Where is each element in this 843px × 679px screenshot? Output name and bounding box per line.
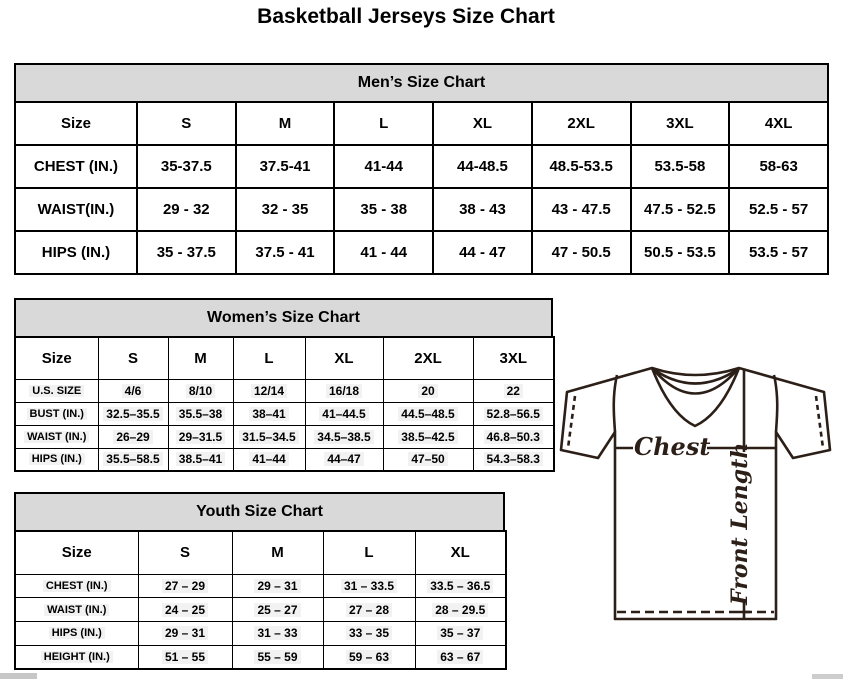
row-label-cell: CHEST (IN.) [15,145,137,188]
mens-chart-title: Men’s Size Chart [14,63,829,103]
value-cell: 37.5-41 [236,145,335,188]
column-header-cell: L [233,337,305,379]
column-header-cell: XL [415,531,506,574]
youth-size-table [14,530,507,670]
table-row [15,448,554,471]
page-title: Basketball Jerseys Size Chart [257,5,555,28]
column-header-cell: XL [433,102,532,145]
column-header-cell: 2XL [383,337,473,379]
table-row [15,574,506,598]
value-cell: 38.5–41 [168,448,233,471]
value-cell: 38.5–42.5 [383,425,473,448]
value-cell: 24 – 25 [138,598,232,622]
column-header-cell: XL [305,337,383,379]
value-cell: 35.5–58.5 [98,448,168,471]
row-label-cell: BUST (IN.) [15,402,98,425]
value-cell: 37.5 - 41 [236,231,335,274]
column-header-cell: L [334,102,433,145]
value-cell: 59 – 63 [323,645,415,669]
jersey-diagram [558,362,842,630]
row-label-cell: WAIST (IN.) [15,598,138,622]
value-cell: 44.5–48.5 [383,402,473,425]
value-cell: 35 - 38 [334,188,433,231]
value-cell: 35.5–38 [168,402,233,425]
value-cell: 27 – 29 [138,574,232,598]
value-cell: 22 [473,379,554,402]
womens-size-chart-section [14,298,553,472]
value-cell: 41–44.5 [305,402,383,425]
horizontal-scrollbar-thumb-right[interactable] [812,674,843,679]
value-cell: 54.3–58.3 [473,448,554,471]
value-cell: 4/6 [98,379,168,402]
row-label-cell: WAIST(IN.) [15,188,137,231]
column-header-cell: S [137,102,236,145]
value-cell: 32.5–35.5 [98,402,168,425]
cuff-dash-left [568,396,575,448]
value-cell: 52.5 - 57 [729,188,828,231]
row-label-cell: U.S. SIZE [15,379,98,402]
table-row [15,598,506,622]
value-cell: 58-63 [729,145,828,188]
table-header-row [15,102,828,145]
front-length-measure-label: Front Length [727,442,753,605]
value-cell: 63 – 67 [415,645,506,669]
value-cell: 29–31.5 [168,425,233,448]
column-header-cell: L [323,531,415,574]
column-header-cell: S [98,337,168,379]
armhole-seam-left [614,375,617,432]
column-header-cell: 4XL [729,102,828,145]
value-cell: 31 – 33 [232,622,323,646]
value-cell: 29 – 31 [138,622,232,646]
cuff-dash-right [816,396,823,448]
value-cell: 44–47 [305,448,383,471]
column-header-cell: M [168,337,233,379]
column-header-cell: 3XL [631,102,730,145]
value-cell: 33 – 35 [323,622,415,646]
column-header-cell: M [232,531,323,574]
womens-size-table [14,336,555,472]
column-header-cell: 2XL [532,102,631,145]
value-cell: 55 – 59 [232,645,323,669]
table-row [15,379,554,402]
row-label-cell: HIPS (IN.) [15,231,137,274]
table-header-row [15,531,506,574]
value-cell: 25 – 27 [232,598,323,622]
value-cell: 38–41 [233,402,305,425]
value-cell: 52.8–56.5 [473,402,554,425]
column-header-cell: Size [15,337,98,379]
value-cell: 41 - 44 [334,231,433,274]
youth-size-chart-section [14,492,505,670]
value-cell: 48.5-53.5 [532,145,631,188]
womens-chart-title: Women’s Size Chart [14,298,553,338]
row-label-cell: HEIGHT (IN.) [15,645,138,669]
mens-size-table [14,101,829,275]
value-cell: 53.5-58 [631,145,730,188]
column-header-cell: S [138,531,232,574]
value-cell: 32 - 35 [236,188,335,231]
column-header-cell: 3XL [473,337,554,379]
jersey-outline [561,368,830,619]
table-row [15,425,554,448]
value-cell: 47.5 - 52.5 [631,188,730,231]
row-label-cell: CHEST (IN.) [15,574,138,598]
table-row [15,231,828,274]
youth-chart-title: Youth Size Chart [14,492,505,532]
value-cell: 31 – 33.5 [323,574,415,598]
column-header-cell: Size [15,102,137,145]
column-header-cell: M [236,102,335,145]
horizontal-scrollbar-thumb-left[interactable] [0,673,37,679]
value-cell: 35-37.5 [137,145,236,188]
value-cell: 29 – 31 [232,574,323,598]
row-label-cell: HIPS (IN.) [15,448,98,471]
value-cell: 33.5 – 36.5 [415,574,506,598]
value-cell: 50.5 - 53.5 [631,231,730,274]
value-cell: 44 - 47 [433,231,532,274]
value-cell: 46.8–50.3 [473,425,554,448]
chest-measure-label: Chest [634,432,711,461]
value-cell: 28 – 29.5 [415,598,506,622]
value-cell: 41–44 [233,448,305,471]
table-header-row [15,337,554,379]
table-row [15,145,828,188]
value-cell: 35 - 37.5 [137,231,236,274]
table-row [15,622,506,646]
column-header-cell: Size [15,531,138,574]
value-cell: 34.5–38.5 [305,425,383,448]
value-cell: 51 – 55 [138,645,232,669]
value-cell: 47–50 [383,448,473,471]
table-row [15,188,828,231]
value-cell: 8/10 [168,379,233,402]
row-label-cell: WAIST (IN.) [15,425,98,448]
value-cell: 44-48.5 [433,145,532,188]
value-cell: 29 - 32 [137,188,236,231]
value-cell: 31.5–34.5 [233,425,305,448]
value-cell: 20 [383,379,473,402]
table-row [15,402,554,425]
value-cell: 35 – 37 [415,622,506,646]
value-cell: 26–29 [98,425,168,448]
value-cell: 16/18 [305,379,383,402]
value-cell: 12/14 [233,379,305,402]
value-cell: 38 - 43 [433,188,532,231]
value-cell: 27 – 28 [323,598,415,622]
value-cell: 43 - 47.5 [532,188,631,231]
table-row [15,645,506,669]
armhole-seam-right [774,375,777,432]
mens-size-chart-section [14,63,829,275]
value-cell: 47 - 50.5 [532,231,631,274]
value-cell: 41-44 [334,145,433,188]
value-cell: 53.5 - 57 [729,231,828,274]
row-label-cell: HIPS (IN.) [15,622,138,646]
